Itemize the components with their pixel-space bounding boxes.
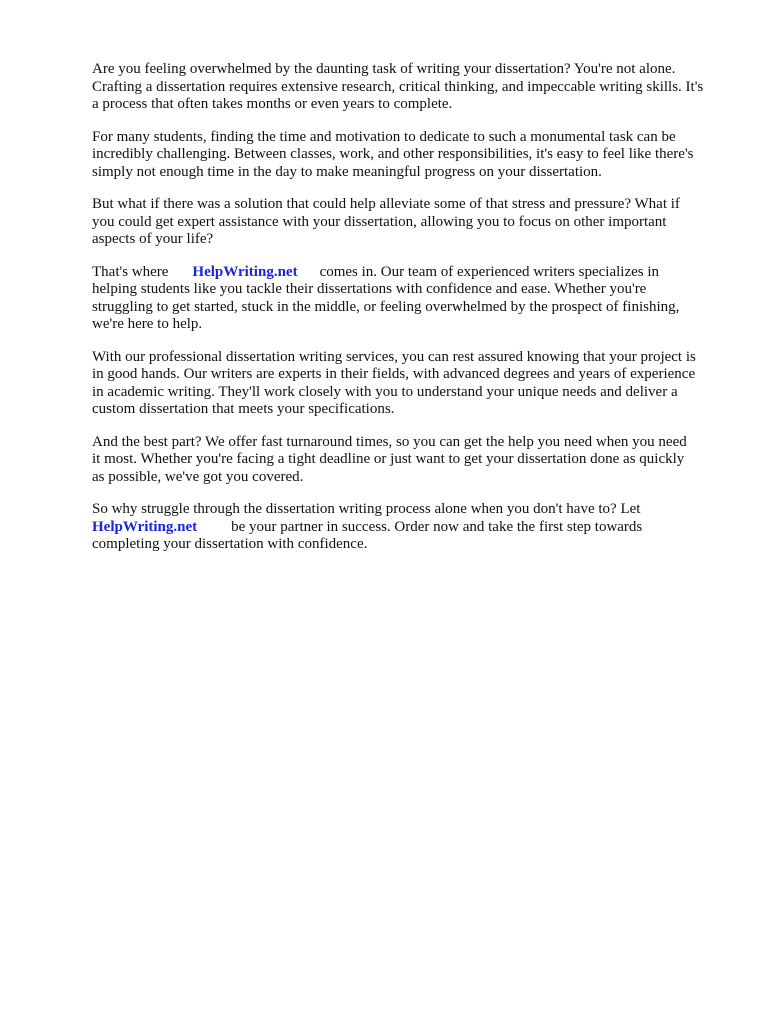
text-line: incredibly challenging. Between classes, work, and other responsibilities, it's easy to feel like there's xyxy=(92,146,694,162)
text-line: custom dissertation that meets your specifications. xyxy=(92,401,395,417)
text-line: aspects of your life? xyxy=(92,231,214,247)
helpwriting-link[interactable]: HelpWriting.net xyxy=(192,263,298,280)
paragraph-5 xyxy=(92,349,732,419)
text-line: So why struggle through the dissertation writing process alone when you don't have to? Let xyxy=(92,501,641,517)
text-line: simply not enough time in the day to make meaningful progress on your dissertation. xyxy=(92,163,602,180)
text-line: struggling to get started, stuck in the middle, or feeling overwhelmed by the prospect of finishing, xyxy=(92,298,680,315)
text-line: helping students like you tackle their dissertations with confidence and ease. Whether you're xyxy=(92,281,647,297)
text-fragment: be your partner in success. Order now and take the first step towards xyxy=(231,518,643,535)
text-line-with-link xyxy=(92,264,732,282)
text-fragment: comes in. Our team of experienced writers specializes in xyxy=(319,263,660,280)
paragraph-7 xyxy=(92,501,732,554)
text-line: Crafting a dissertation requires extensive research, critical thinking, and impeccable writing skills. It's xyxy=(92,78,704,95)
helpwriting-link[interactable]: HelpWriting.net xyxy=(92,518,198,535)
paragraph-3 xyxy=(92,196,732,249)
text-line: completing your dissertation with confidence. xyxy=(92,536,368,552)
paragraph-1 xyxy=(92,61,732,114)
text-line: Are you feeling overwhelmed by the daunting task of writing your dissertation? You're not alone. xyxy=(92,61,676,77)
text-line: But what if there was a solution that could help alleviate some of that stress and pressure? What if xyxy=(92,196,680,212)
text-fragment: That's where xyxy=(92,263,169,280)
paragraph-6 xyxy=(92,434,732,487)
text-line: we're here to help. xyxy=(92,316,203,332)
text-line: a process that often takes months or even years to complete. xyxy=(92,96,453,112)
text-line: And the best part? We offer fast turnaround times, so you can get the help you need when you need xyxy=(92,433,687,450)
text-line: it most. Whether you're facing a tight deadline or just want to get your dissertation done as quickly xyxy=(92,451,685,467)
text-line-with-link xyxy=(92,519,732,537)
text-line: With our professional dissertation writing services, you can rest assured knowing that your project is xyxy=(92,348,696,365)
text-line: For many students, finding the time and motivation to dedicate to such a monumental task can be xyxy=(92,128,676,145)
text-line: you could get expert assistance with your dissertation, allowing you to focus on other important xyxy=(92,213,667,230)
text-line: in academic writing. They'll work closely with you to understand your unique needs and deliver a xyxy=(92,383,678,400)
text-line: as possible, we've got you covered. xyxy=(92,468,304,485)
paragraph-4 xyxy=(92,264,732,334)
document-body xyxy=(92,61,732,569)
paragraph-2 xyxy=(92,129,732,182)
text-line: in good hands. Our writers are experts in their fields, with advanced degrees and years of experience xyxy=(92,366,696,382)
